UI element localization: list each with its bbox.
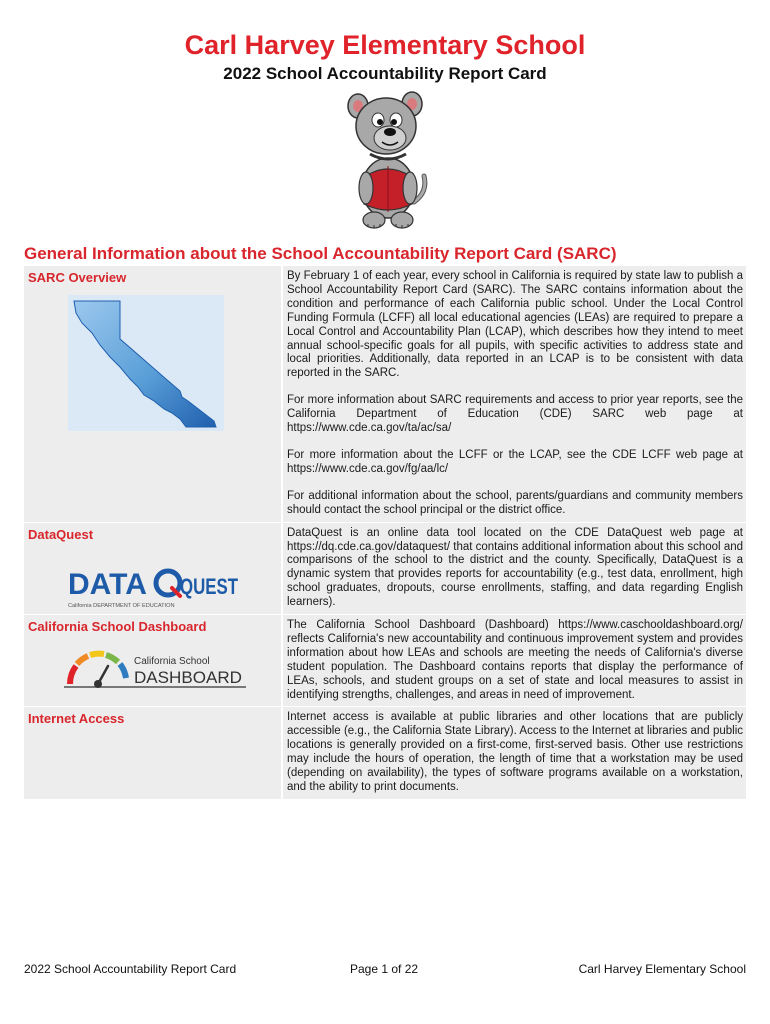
footer-page-number: Page 1 of 22 [350, 962, 419, 976]
row-label-sarc-overview: SARC Overview [28, 270, 127, 285]
dashboard-logo-line-2: DASHBOARD [134, 668, 242, 688]
row-label-dashboard: California School Dashboard [28, 619, 207, 635]
report-card-title: 2022 School Accountability Report Card [223, 64, 547, 83]
school-name-title: Carl Harvey Elementary School [184, 30, 586, 60]
section-heading: General Information about the School Accountability Report Card (SARC) [24, 244, 617, 263]
row-text-cell [282, 707, 746, 799]
dashboard-paragraph: The California School Dashboard (Dashboard) https://www.caschooldashboard.org/ reflects California's new accountability and continuous improvement system and provides information about how LEAs and schools are meeting the needs of California's diverse student population. The Dashboard contains reports that display the performance of LEAs, schools, and student groups on a set of state and local measures to assist in identifying strengths, challenges, and areas in need of improvement. [287, 619, 743, 701]
california-map-image [68, 295, 224, 431]
sarc-info-table [24, 266, 746, 800]
dataquest-logo-caption: California DEPARTMENT OF EDUCATION [68, 602, 175, 609]
dataquest-logo-word-quest: QUEST [180, 573, 239, 599]
footer-school-name: Carl Harvey Elementary School [578, 962, 746, 976]
row-text-cell [282, 266, 746, 522]
sarc-requirements-paragraph: For more information about SARC requirements and access to prior year reports, see the California Department of Education (CDE) SARC web page at https://www.cde.ca.gov/ta/ac/sa/ [287, 394, 743, 435]
row-label-cell [24, 707, 282, 799]
table-row-dashboard [24, 615, 746, 707]
table-row-internet-access [24, 707, 746, 799]
california-school-dashboard-logo [64, 644, 248, 690]
sarc-overview-paragraph: By February 1 of each year, every school in California is required by state law to publish a School Accountability Report Card (SARC). The SARC contains information about the condition and performance of each California public school. Under the Local Control Funding Formula (LCFF) all local educational agencies (LEAs) are required to prepare a Local Control and Accountability Plan (LCAP), which describes how they intend to meet annual school-specific goals for all pupils, with specific activities to address state and local priorities. Additionally, data reported in an LCAP is to be consistent with data reported in the SARC. [287, 270, 743, 380]
row-label-dataquest: DataQuest [28, 526, 94, 542]
row-label-cell [24, 266, 282, 522]
dataquest-logo-word-data: DATA [68, 567, 147, 601]
dashboard-logo-line-1: California School [134, 656, 210, 668]
dataquest-logo [68, 564, 240, 610]
lcff-info-paragraph: For more information about the LCFF or the LCAP, see the CDE LCFF web page at https://www.cde.ca.gov/fg/aa/lc/ [287, 448, 743, 475]
row-text-cell [282, 522, 746, 614]
row-label-cell [24, 522, 282, 614]
table-row-sarc-overview [24, 266, 746, 522]
dataquest-paragraph: DataQuest is an online data tool located on the CDE DataQuest web page at https://dq.cde.ca.gov/dataquest/ that contains additional information about this school and comparisons of the school to the district and the county. Specifically, DataQuest is a dynamic system that provides reports for accountability (e.g., test data, enrollment, high school graduates, dropouts, course enrollments, staffing, and data regarding English learners). [287, 526, 743, 609]
contact-info-paragraph: For additional information about the school, parents/guardians and community members should contact the school principal or the district office. [287, 489, 743, 516]
school-mascot-image [340, 84, 432, 232]
internet-access-paragraph: Internet access is available at public libraries and other locations that are publicly accessible (e.g., the California State Library). Access to the Internet at libraries and public locations is generally provided on a first-come, first-served basis. Other use restrictions may include the hours of operation, the length of time that a workstation may be used (depending on availability), the types of software programs available on a workstation, and the ability to print documents. [287, 711, 743, 793]
row-text-cell [282, 615, 746, 707]
footer-report-title: 2022 School Accountability Report Card [24, 962, 237, 976]
table-row-dataquest [24, 522, 746, 614]
row-label-internet-access: Internet Access [28, 711, 125, 727]
row-label-cell [24, 615, 282, 707]
